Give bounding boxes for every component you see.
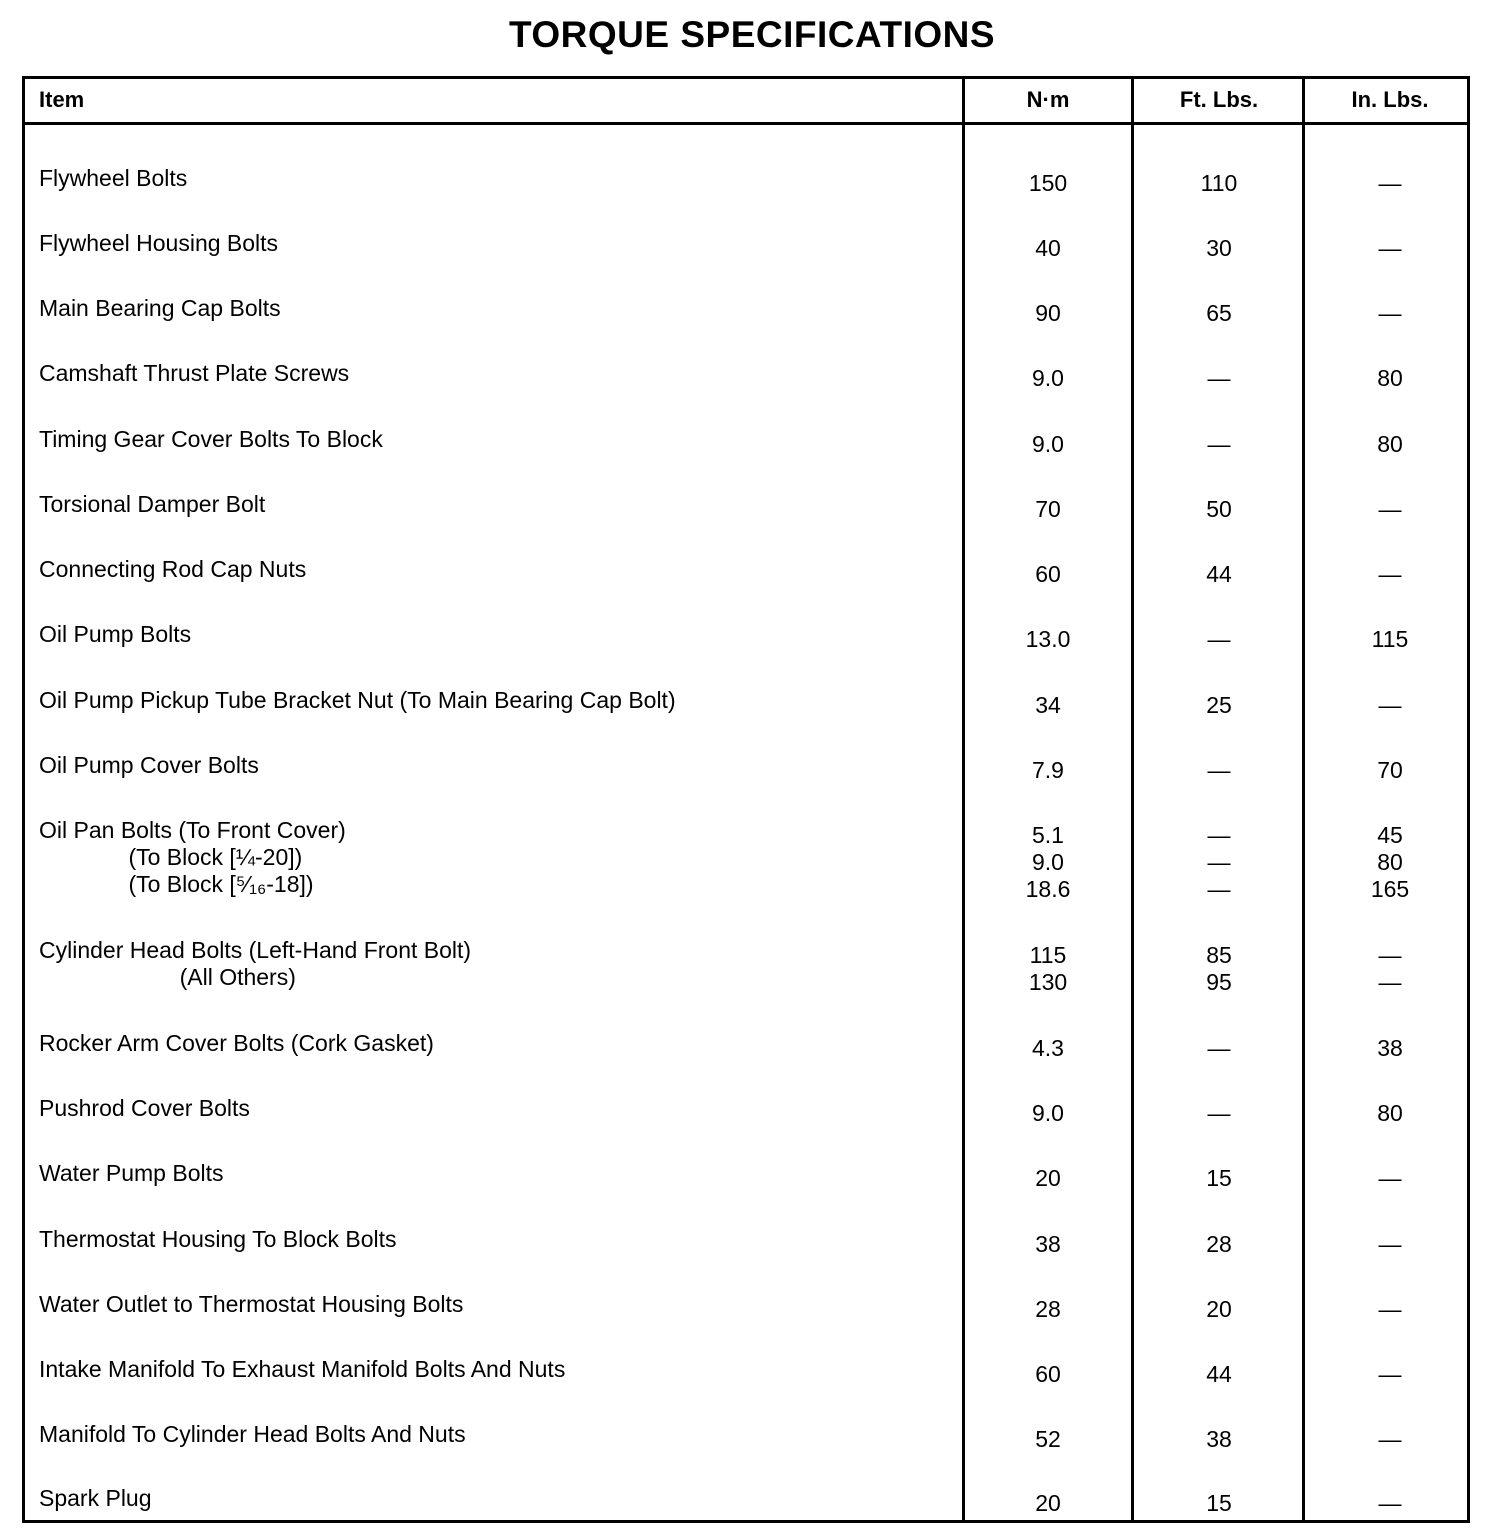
cell-ft-lbs — [1134, 365, 1304, 392]
torque-value: 80 — [1377, 1100, 1403, 1126]
cell-ft-lbs — [1134, 1165, 1304, 1192]
cell-item — [39, 295, 959, 322]
column-header-nm: N·m — [1026, 87, 1070, 112]
torque-value: — — [1378, 1296, 1402, 1322]
column-header-in-lbs: In. Lbs. — [1351, 87, 1429, 112]
cell-in-lbs — [1307, 1361, 1473, 1388]
cell-nm — [965, 496, 1131, 523]
torque-value: — — [1207, 849, 1231, 875]
item-label: Manifold To Cylinder Head Bolts And Nuts — [39, 1421, 466, 1447]
item-label: Camshaft Thrust Plate Screws — [39, 360, 350, 386]
torque-value: 80 — [1377, 365, 1403, 391]
torque-value: 150 — [1028, 170, 1068, 196]
item-label: Flywheel Bolts — [39, 165, 188, 191]
torque-value: 85 — [1206, 942, 1232, 968]
item-label: Thermostat Housing To Block Bolts — [39, 1226, 397, 1252]
cell-nm — [965, 1165, 1131, 1192]
torque-value: 165 — [1370, 876, 1410, 902]
torque-value: 25 — [1206, 692, 1232, 718]
torque-value: 130 — [1028, 969, 1068, 995]
torque-value: 115 — [1029, 942, 1067, 968]
torque-value: 9.0 — [1032, 431, 1064, 457]
cell-nm — [965, 1100, 1131, 1127]
cell-ft-lbs — [1134, 942, 1304, 996]
page-title: TORQUE SPECIFICATIONS — [508, 14, 996, 55]
cell-in-lbs — [1307, 822, 1473, 903]
torque-value: 95 — [1206, 969, 1232, 995]
torque-value: 5.1 — [1032, 822, 1064, 848]
cell-nm — [965, 235, 1131, 262]
torque-value: — — [1378, 942, 1402, 968]
cell-nm — [965, 1361, 1131, 1388]
cell-item — [39, 1485, 959, 1512]
cell-item — [39, 165, 959, 192]
torque-table — [22, 76, 1470, 1523]
cell-in-lbs — [1307, 1296, 1473, 1323]
torque-value: — — [1207, 876, 1231, 902]
torque-value: — — [1378, 235, 1402, 261]
cell-item — [39, 937, 959, 991]
torque-value: 115 — [1371, 626, 1409, 652]
torque-value: — — [1378, 1426, 1402, 1452]
item-label: Oil Pump Cover Bolts — [39, 752, 259, 778]
item-label: Flywheel Housing Bolts — [39, 230, 279, 256]
torque-value: — — [1378, 561, 1402, 587]
cell-ft-lbs — [1134, 626, 1304, 653]
cell-in-lbs — [1307, 1165, 1473, 1192]
torque-value: — — [1207, 365, 1231, 391]
cell-item — [39, 1030, 959, 1057]
torque-value: — — [1378, 969, 1402, 995]
cell-ft-lbs — [1134, 1361, 1304, 1388]
cell-item — [39, 1095, 959, 1122]
item-label: Torsional Damper Bolt — [39, 491, 266, 517]
cell-in-lbs — [1307, 235, 1473, 262]
cell-item — [39, 1356, 959, 1383]
cell-in-lbs — [1307, 1490, 1473, 1517]
torque-value: 38 — [1206, 1426, 1232, 1452]
cell-in-lbs — [1307, 365, 1473, 392]
cell-nm — [965, 942, 1131, 996]
cell-nm — [965, 1490, 1131, 1517]
cell-nm — [965, 170, 1131, 197]
cell-ft-lbs — [1134, 757, 1304, 784]
cell-item — [39, 817, 959, 898]
torque-value: — — [1378, 1490, 1402, 1516]
torque-value: 38 — [1377, 1035, 1403, 1061]
item-label: Spark Plug — [39, 1485, 152, 1511]
torque-value: — — [1378, 692, 1402, 718]
cell-ft-lbs — [1134, 1035, 1304, 1062]
item-label: Oil Pan Bolts (To Front Cover) — [39, 817, 346, 843]
item-label: Cylinder Head Bolts (Left-Hand Front Bolt) — [39, 937, 472, 963]
cell-item — [39, 1421, 959, 1448]
torque-value: 110 — [1200, 170, 1238, 196]
cell-ft-lbs — [1134, 431, 1304, 458]
cell-item — [39, 491, 959, 518]
torque-value: 70 — [1377, 757, 1403, 783]
torque-value: 50 — [1206, 496, 1232, 522]
cell-item — [39, 426, 959, 453]
column-header-ft-lbs: Ft. Lbs. — [1179, 87, 1259, 112]
cell-in-lbs — [1307, 757, 1473, 784]
cell-item — [39, 752, 959, 779]
torque-value: — — [1378, 1231, 1402, 1257]
cell-nm — [965, 1035, 1131, 1062]
torque-value: 13.0 — [1025, 626, 1071, 652]
torque-value: 34 — [1035, 692, 1061, 718]
torque-value: — — [1207, 626, 1231, 652]
item-label: Pushrod Cover Bolts — [39, 1095, 250, 1121]
cell-in-lbs — [1307, 692, 1473, 719]
torque-value: 30 — [1206, 235, 1232, 261]
item-label: Water Pump Bolts — [39, 1160, 224, 1186]
cell-ft-lbs — [1134, 561, 1304, 588]
torque-value: 28 — [1035, 1296, 1061, 1322]
cell-nm — [965, 1231, 1131, 1258]
torque-value: — — [1378, 170, 1402, 196]
torque-value: 80 — [1377, 431, 1403, 457]
torque-value: 44 — [1206, 561, 1232, 587]
cell-item — [39, 556, 959, 583]
header-divider — [25, 122, 1467, 125]
torque-value: — — [1378, 1361, 1402, 1387]
torque-value: 18.6 — [1025, 876, 1071, 902]
cell-in-lbs — [1307, 1100, 1473, 1127]
torque-value: 28 — [1206, 1231, 1232, 1257]
item-label: Main Bearing Cap Bolts — [39, 295, 281, 321]
torque-value: — — [1207, 1100, 1231, 1126]
torque-value: 60 — [1035, 1361, 1061, 1387]
cell-in-lbs — [1307, 1035, 1473, 1062]
torque-value: 15 — [1206, 1165, 1232, 1191]
cell-nm — [965, 692, 1131, 719]
torque-value: 60 — [1035, 561, 1061, 587]
item-label: Intake Manifold To Exhaust Manifold Bolts And Nuts — [39, 1356, 566, 1382]
torque-value: 80 — [1377, 849, 1403, 875]
torque-value: — — [1378, 300, 1402, 326]
torque-value: 70 — [1035, 496, 1061, 522]
cell-item — [39, 687, 959, 714]
cell-item — [39, 230, 959, 257]
cell-item — [39, 360, 959, 387]
torque-value: 9.0 — [1032, 1100, 1064, 1126]
cell-nm — [965, 431, 1131, 458]
item-label: (To Block [⁵⁄₁₆-18]) — [39, 871, 314, 897]
cell-item — [39, 621, 959, 648]
torque-value: 4.3 — [1032, 1035, 1064, 1061]
torque-value: 20 — [1206, 1296, 1232, 1322]
torque-value: 7.9 — [1032, 757, 1064, 783]
cell-in-lbs — [1307, 170, 1473, 197]
torque-value: — — [1207, 431, 1231, 457]
cell-in-lbs — [1307, 942, 1473, 996]
item-label: Connecting Rod Cap Nuts — [39, 556, 307, 582]
item-label: (All Others) — [39, 964, 296, 990]
torque-value: 52 — [1035, 1426, 1061, 1452]
cell-nm — [965, 561, 1131, 588]
torque-value: 38 — [1035, 1231, 1061, 1257]
item-label: Oil Pump Bolts — [39, 621, 192, 647]
torque-value: — — [1207, 822, 1231, 848]
cell-nm — [965, 822, 1131, 903]
cell-in-lbs — [1307, 626, 1473, 653]
cell-ft-lbs — [1134, 1426, 1304, 1453]
cell-ft-lbs — [1134, 1231, 1304, 1258]
cell-item — [39, 1226, 959, 1253]
cell-ft-lbs — [1134, 300, 1304, 327]
cell-ft-lbs — [1134, 496, 1304, 523]
cell-ft-lbs — [1134, 1100, 1304, 1127]
cell-nm — [965, 626, 1131, 653]
torque-value: 44 — [1206, 1361, 1232, 1387]
cell-in-lbs — [1307, 1231, 1473, 1258]
item-label: Oil Pump Pickup Tube Bracket Nut (To Main Bearing Cap Bolt) — [39, 687, 676, 713]
cell-ft-lbs — [1134, 1296, 1304, 1323]
torque-value: 90 — [1035, 300, 1061, 326]
cell-ft-lbs — [1134, 170, 1304, 197]
item-label: Timing Gear Cover Bolts To Block — [39, 426, 383, 452]
torque-value: 45 — [1377, 822, 1403, 848]
cell-item — [39, 1160, 959, 1187]
cell-nm — [965, 757, 1131, 784]
torque-value: 40 — [1035, 235, 1061, 261]
torque-value: — — [1378, 496, 1402, 522]
cell-ft-lbs — [1134, 692, 1304, 719]
cell-nm — [965, 300, 1131, 327]
torque-value: — — [1207, 1035, 1231, 1061]
cell-in-lbs — [1307, 496, 1473, 523]
cell-nm — [965, 1426, 1131, 1453]
cell-item — [39, 1291, 959, 1318]
torque-value: 15 — [1206, 1490, 1232, 1516]
cell-ft-lbs — [1134, 822, 1304, 903]
cell-in-lbs — [1307, 561, 1473, 588]
torque-value: 9.0 — [1032, 849, 1064, 875]
cell-in-lbs — [1307, 431, 1473, 458]
column-header-item: Item — [39, 87, 85, 112]
torque-value: 65 — [1206, 300, 1232, 326]
item-label: Water Outlet to Thermostat Housing Bolts — [39, 1291, 464, 1317]
torque-value: 9.0 — [1032, 365, 1064, 391]
torque-value: 20 — [1035, 1490, 1061, 1516]
item-label: Rocker Arm Cover Bolts (Cork Gasket) — [39, 1030, 434, 1056]
torque-value: — — [1207, 757, 1231, 783]
cell-nm — [965, 365, 1131, 392]
cell-in-lbs — [1307, 1426, 1473, 1453]
item-label: (To Block [¼-20]) — [39, 844, 303, 870]
torque-value: — — [1378, 1165, 1402, 1191]
cell-ft-lbs — [1134, 235, 1304, 262]
torque-value: 20 — [1035, 1165, 1061, 1191]
cell-in-lbs — [1307, 300, 1473, 327]
cell-ft-lbs — [1134, 1490, 1304, 1517]
cell-nm — [965, 1296, 1131, 1323]
